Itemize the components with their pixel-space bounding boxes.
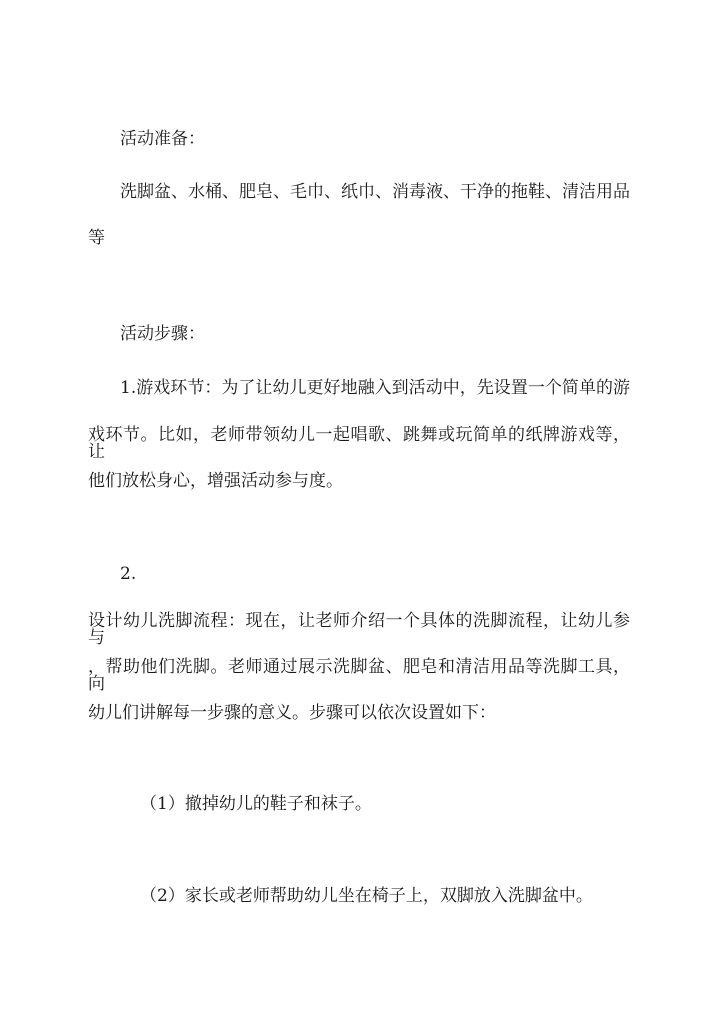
preparation-body-line-1: 洗脚盆、水桶、肥皂、毛巾、纸巾、消毒液、干净的拖鞋、清洁用品	[120, 182, 630, 202]
substep-2: （2）家长或老师帮助幼儿坐在椅子上，双脚放入洗脚盆中。	[140, 886, 593, 906]
substep-1: （1）撤掉幼儿的鞋子和袜子。	[140, 794, 372, 814]
step2-line-3: 幼儿们讲解每一步骤的意义。步骤可以依次设置如下：	[88, 703, 496, 723]
step1-line-2: 戏环节。比如，老师带领幼儿一起唱歌、跳舞或玩简单的纸牌游戏等，让	[88, 425, 630, 462]
preparation-heading: 活动准备：	[120, 129, 205, 149]
preparation-body-line-2: 等	[88, 228, 105, 248]
step2-line-1: 设计幼儿洗脚流程：现在，让老师介绍一个具体的洗脚流程，让幼儿参与	[88, 611, 630, 648]
step2-number: 2.	[120, 564, 137, 584]
step1-line-3: 他们放松身心，增强活动参与度。	[88, 471, 343, 491]
step1-line-1: 1.游戏环节：为了让幼儿更好地融入到活动中，先设置一个简单的游	[120, 378, 630, 398]
step2-line-2: ，帮助他们洗脚。老师通过展示洗脚盆、肥皂和清洁用品等洗脚工具，向	[88, 657, 630, 694]
steps-heading: 活动步骤：	[120, 324, 205, 344]
